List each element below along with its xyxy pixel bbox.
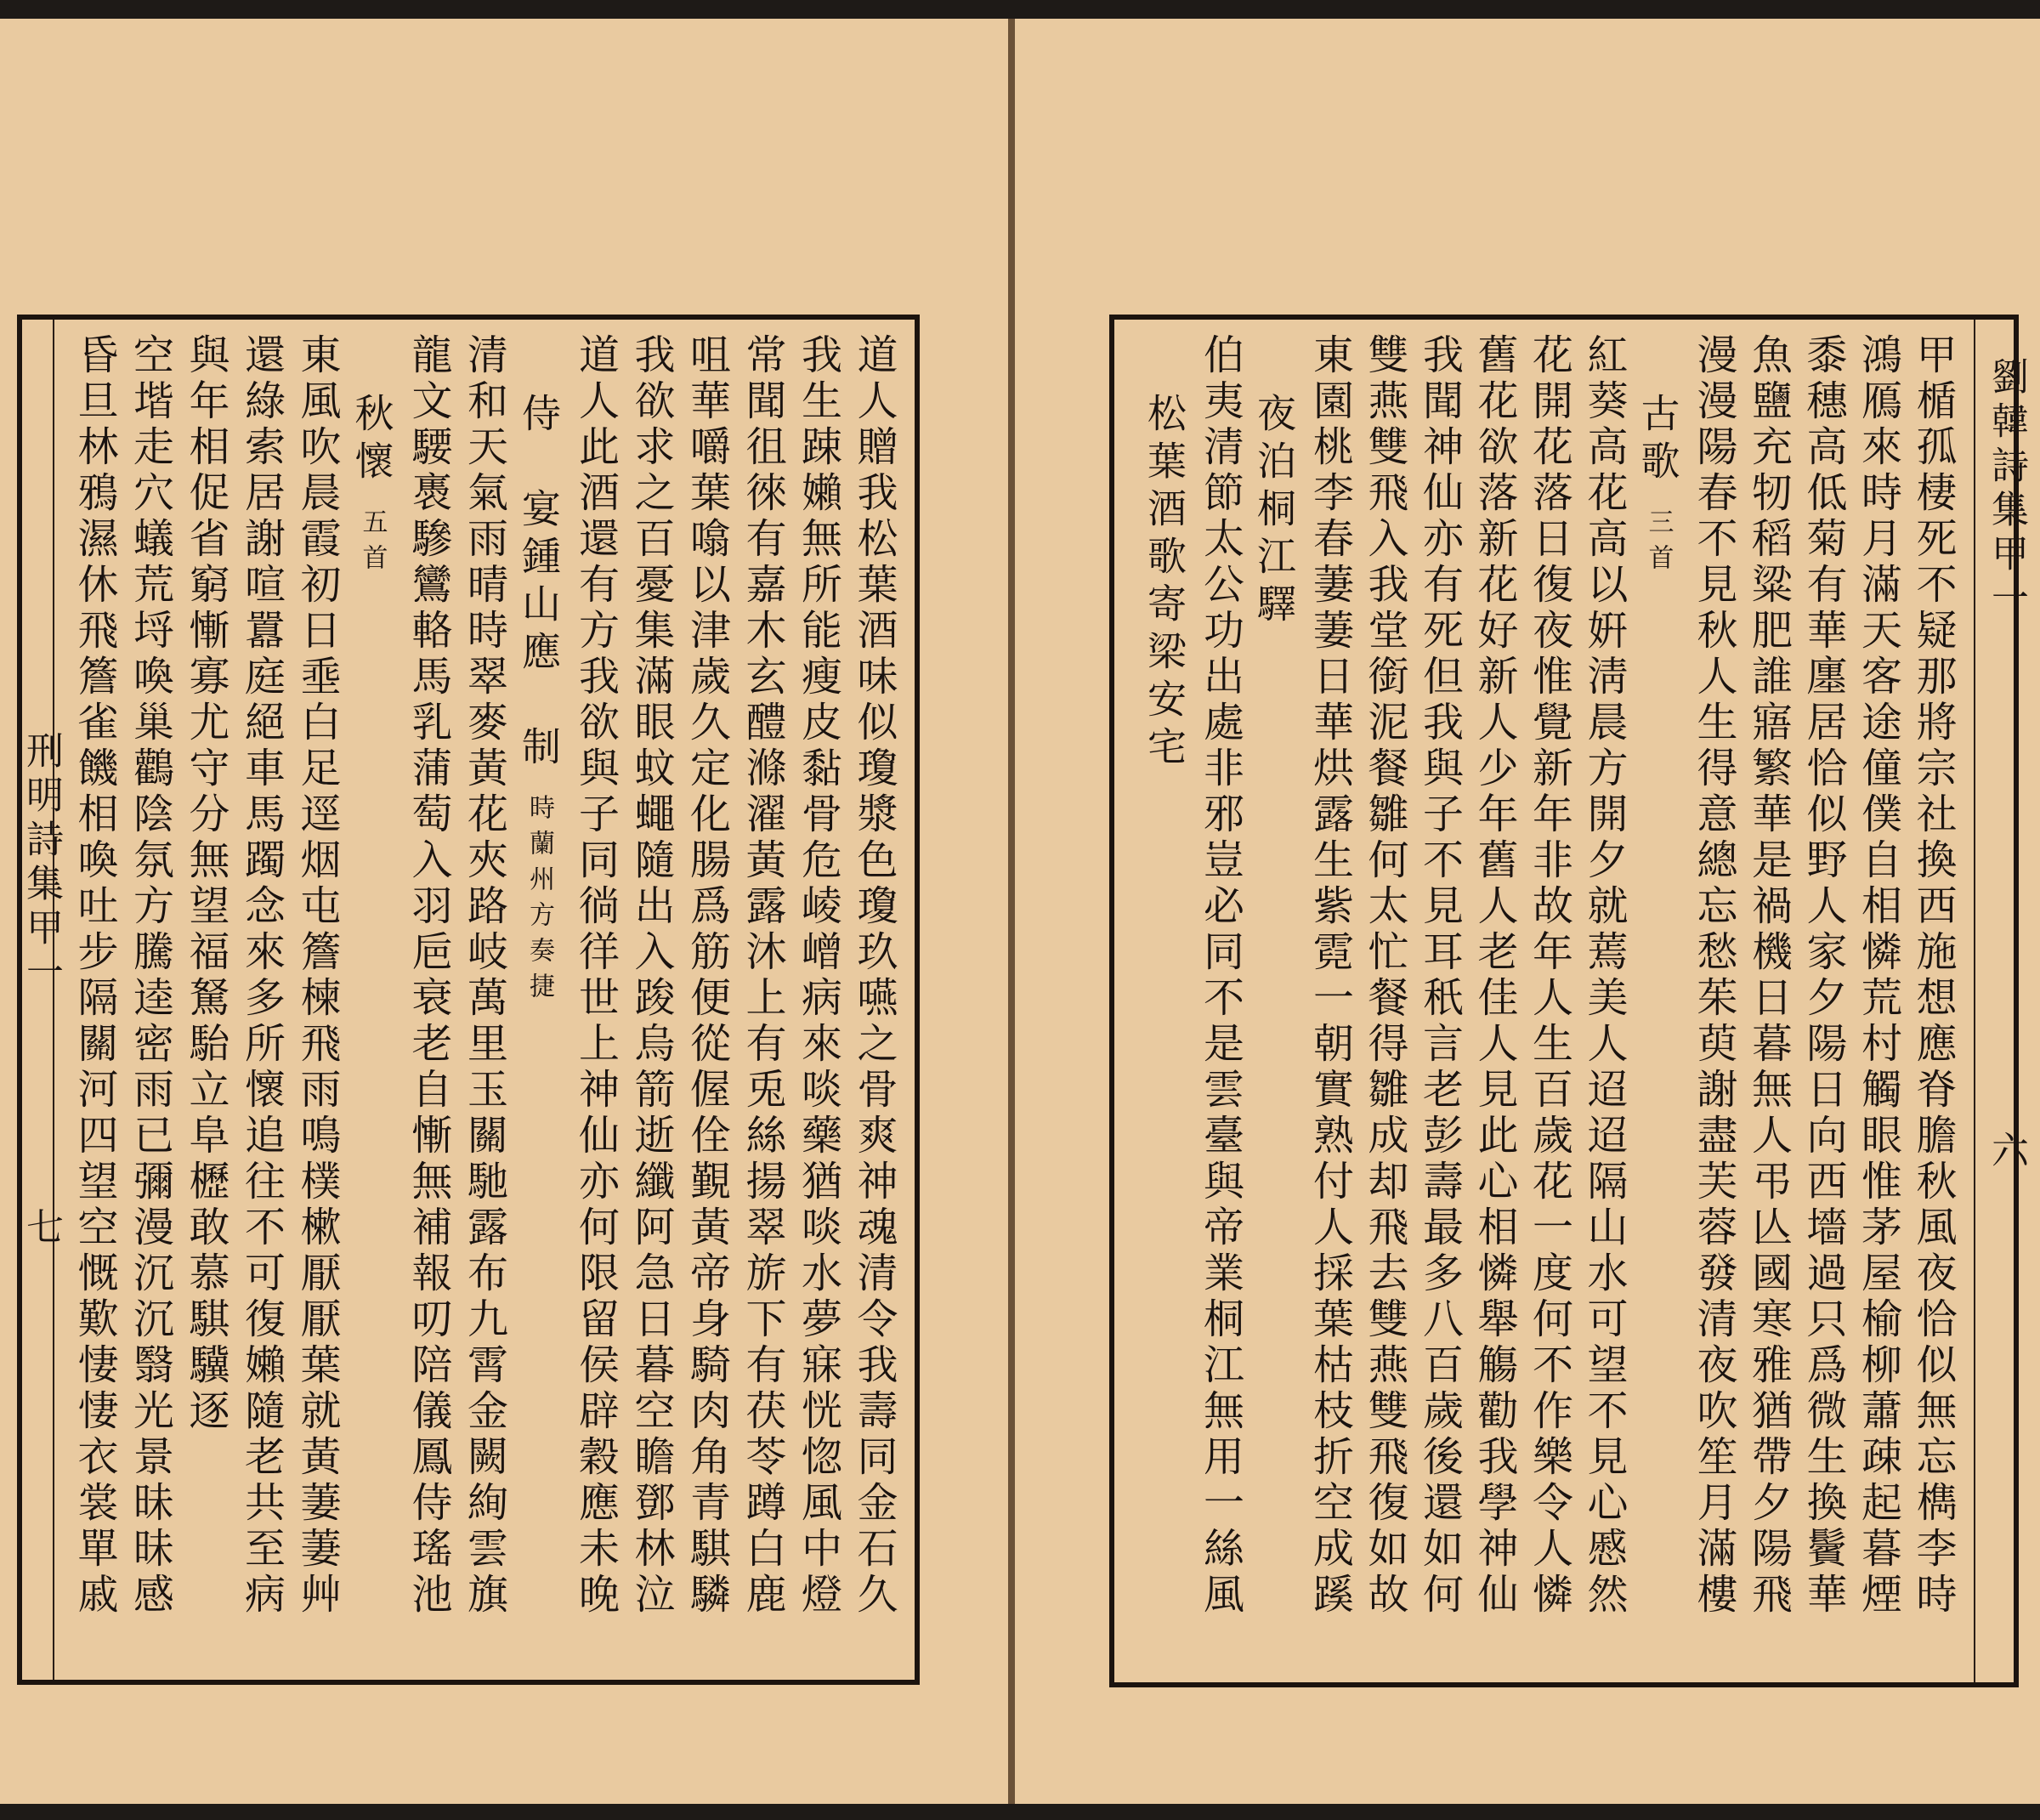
- left-column-2-text: 我生踈嬾無所能瘦皮黏骨危崚嶒病來啖藥猶啖水夢寐恍惚風中燈: [794, 333, 842, 1619]
- right-column-11: [1356, 333, 1414, 1619]
- left-column-12-text: 還綠索居謝喧囂庭絕車馬躅念來多所懷追往不可復嬾隨老共至病: [237, 333, 286, 1619]
- right-column-14-text: 伯夷清節太公功出處非邪豈必同不是雲臺與帝業桐江無用一絲風: [1196, 333, 1244, 1619]
- right-margin-rule: [1974, 320, 1975, 1682]
- right-column-7: [1575, 333, 1634, 1619]
- left-column-4-text: 咀華嚼葉噏以津歲久定化腸爲筋便從偓佺覲黃帝身騎肉角青騏驎: [683, 333, 731, 1619]
- right-column-6: [1630, 393, 1686, 580]
- right-column-15: [1136, 393, 1193, 774]
- right-column-6-text: 古歌: [1635, 393, 1681, 488]
- book-gutter: [1008, 19, 1015, 1804]
- right-column-5-text: 漫漫陽春不見秋人生得意總忘愁茱萸謝盡芙蓉發清夜吹笙月滿樓: [1690, 333, 1737, 1619]
- right-column-9: [1465, 333, 1524, 1619]
- right-column-2-text: 鴻鴈來時月滿天客途僮僕自相憐荒村觸眼惟茅屋榆柳蕭疎起暮煙: [1854, 333, 1902, 1619]
- right-column-2: [1850, 333, 1908, 1619]
- left-margin-rule: [53, 320, 54, 1680]
- left-column-1-text: 道人贈我松葉酒味似瓊漿色瓊玖嚥之骨爽神魂清令我壽同金石久: [850, 333, 898, 1619]
- right-margin-page: 六: [1985, 1131, 2028, 1175]
- right-column-3-text: 黍穗高低菊有華廛居恰似野人家夕陽日向西墻過只爲微生換鬢華: [1799, 333, 1847, 1619]
- left-column-2: [790, 333, 848, 1619]
- left-column-3-text: 常聞徂徠有嘉木玄醴滌濯黃露沐上有兎絲揚翠旂下有茯苓蹲白鹿: [739, 333, 786, 1619]
- right-column-4-text: 魚鹽充牣稻粱肥誰寤繁華是禍機日暮無人弔亾國寒雅猶帶夕陽飛: [1744, 333, 1793, 1619]
- left-column-15: [65, 333, 124, 1619]
- left-column-14-text: 空堦走穴蟻荒埒喚巢鸛陰氛方騰逵密雨已彌漫沉沉翳光景昧昧感: [126, 333, 174, 1619]
- right-column-12-text: 東園桃李春萋萋日華烘露生紫霓一朝實熟付人採葉枯枝折空成蹊: [1306, 333, 1354, 1619]
- right-column-5: [1685, 333, 1743, 1619]
- right-column-15-text: 松葉酒歌寄梁安宅: [1142, 393, 1187, 774]
- left-column-1: [845, 333, 904, 1619]
- right-column-10-text: 我聞神仙亦有死但我與子不見耳秖言老彭壽最多八百歲後還如何: [1415, 333, 1464, 1619]
- right-column-11-text: 雙燕雙飛入我堂銜泥餐雛何太忙餐得雛成却飛去雙燕雙飛復如故: [1361, 333, 1408, 1619]
- left-column-15-text: 昏旦林鴉濕休飛簷雀饑相喚吐步隔關河四望空慨歎悽悽衣裳單戚: [71, 333, 118, 1619]
- left-column-9: [400, 333, 458, 1619]
- left-column-5-text: 我欲求之百憂集滿眼蚊蠅隨出入踆烏箭逝纖阿急日暮空瞻鄧林泣: [627, 333, 675, 1619]
- left-column-3: [734, 333, 792, 1619]
- left-column-8-text: 清和天氣雨晴時翠麥黃花夾路岐萬里玉關馳露布九霄金闕絢雲旗: [460, 333, 508, 1619]
- left-column-5: [622, 333, 681, 1619]
- right-column-12: [1301, 333, 1360, 1619]
- left-column-13-text: 與年相促省窮慚寡尤守分無望福駑駘立阜櫪敢慕騏驥逐: [182, 333, 230, 1435]
- right-column-1: [1904, 333, 1963, 1619]
- right-column-13-text: 夜泊桐江驛: [1251, 393, 1297, 631]
- left-column-13: [177, 333, 235, 1435]
- left-column-7-note: 時蘭州方奏捷: [524, 794, 554, 1008]
- left-margin-page: 七: [20, 1207, 63, 1251]
- right-column-8-text: 花開花落日復夜惟覺新年非故年人生百歲花一度何不作樂令人憐: [1525, 333, 1573, 1619]
- right-margin-title: 劉韓詩集甲一: [1985, 357, 2028, 622]
- left-column-10-text: 秋懷: [348, 393, 395, 488]
- right-column-4: [1740, 333, 1799, 1619]
- left-column-14: [122, 333, 180, 1619]
- left-column-4: [678, 333, 737, 1619]
- left-column-7-text: 侍 宴鍾山應 制: [516, 393, 562, 774]
- left-column-9-text: 龍文騕褭驂鸞輅馬乳蒲萄入羽巵衰老自慚無補報叨陪儀鳳侍瑤池: [405, 333, 452, 1619]
- right-column-1-text: 甲楯孤棲死不疑那將宗社換西施想應脊膽秋風夜恰似無忘檇李時: [1909, 333, 1957, 1619]
- right-column-10: [1411, 333, 1470, 1619]
- right-column-13: [1246, 393, 1302, 631]
- left-column-12: [233, 333, 292, 1619]
- right-column-8: [1521, 333, 1579, 1619]
- right-column-7-text: 紅葵高花高以姸淸晨方開夕就蔫美人迢迢隔山水可望不見心慼然: [1580, 333, 1628, 1619]
- left-column-11-text: 東風吹晨霞初日埀白足逕烟屯簷楝飛雨鳴樸樕厭厭葉就黃萋萋艸: [293, 333, 341, 1619]
- left-column-6-text: 道人此酒還有方我欲與子同徜徉世上神仙亦何限留侯辟穀應未晚: [571, 333, 620, 1619]
- left-margin-title: 刑明詩集甲一: [20, 731, 63, 996]
- right-column-3: [1794, 333, 1853, 1619]
- left-column-11: [288, 333, 347, 1619]
- left-column-6: [567, 333, 626, 1619]
- left-column-8: [456, 333, 514, 1619]
- left-column-7: [511, 393, 567, 1008]
- right-column-14: [1192, 333, 1250, 1619]
- right-column-6-note: 三首: [1643, 508, 1674, 580]
- right-column-9-text: 舊花欲落新花好新人少年舊人老佳人見此心相憐舉觴勸我學神仙: [1470, 333, 1518, 1619]
- left-column-10: [344, 393, 400, 580]
- left-column-10-note: 五首: [357, 508, 388, 580]
